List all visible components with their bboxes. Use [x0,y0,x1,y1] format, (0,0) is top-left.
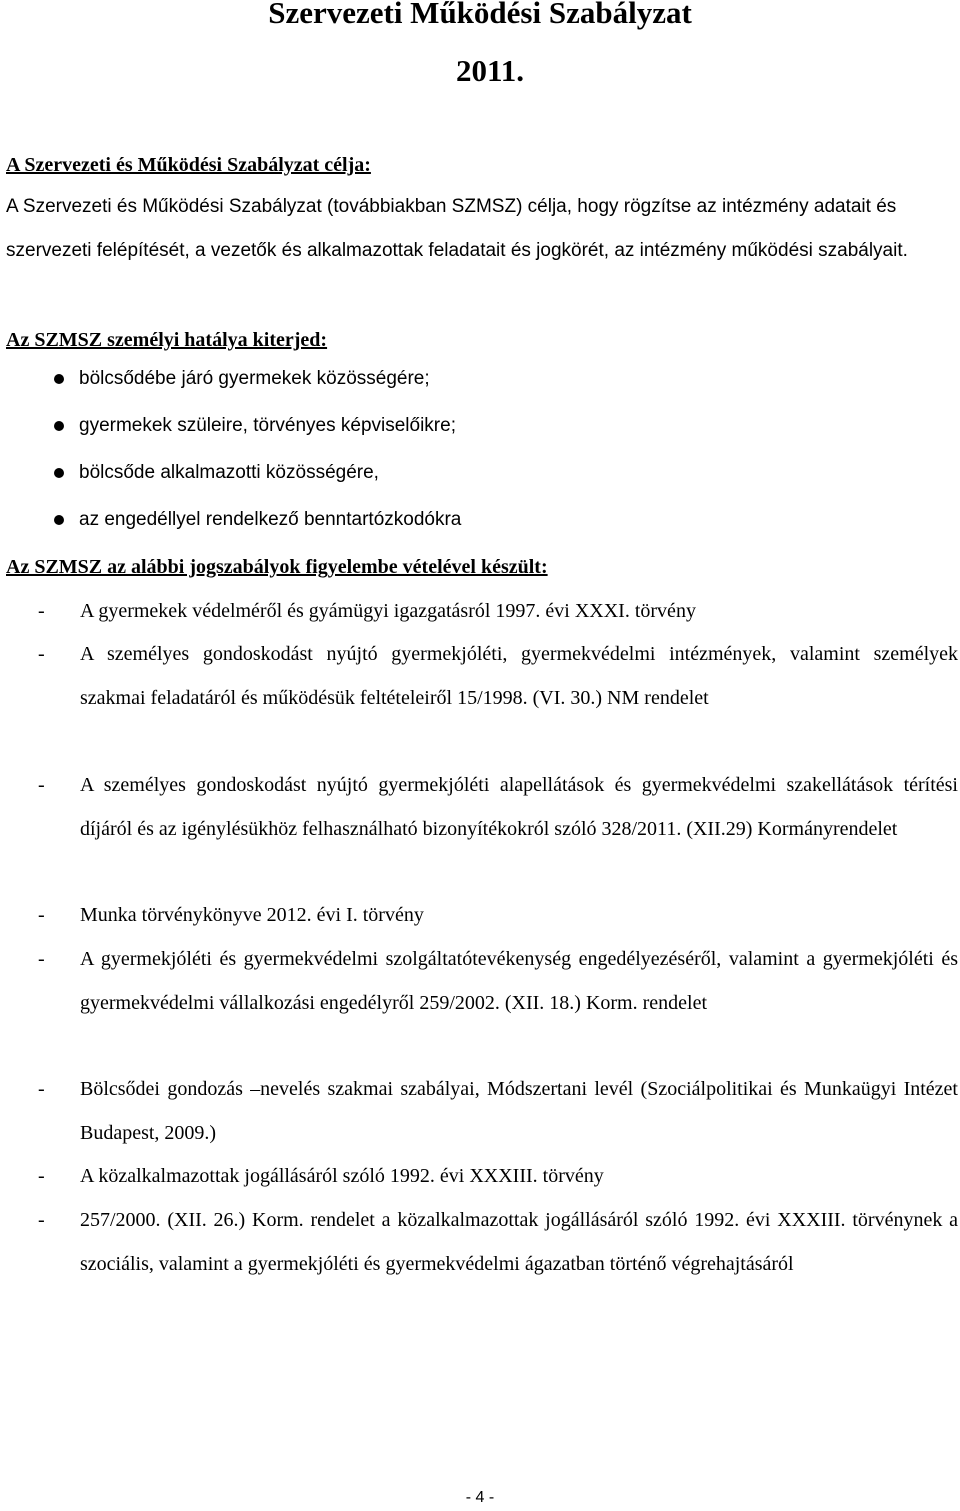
dash-marker: - [38,643,45,665]
document-title: Szervezeti Működési Szabályzat [268,0,692,30]
dash-marker: - [38,1165,45,1187]
document-year: 2011. [455,53,525,88]
purpose-paragraph: A Szervezeti és Működési Szabályzat (továbbiakban SZMSZ) célja, hogy rögzítse az intézmény adatait és szervezeti felépítését, a vezetők és alkalmazottak feladatait és jogkörét, az intézmény működési szabályait. [6,196,908,261]
page-number: - 4 - [465,1489,495,1506]
laws-heading: Az SZMSZ az alábbi jogszabályok figyelembe vételével készült: [6,556,548,578]
law-text: 257/2000. (XII. 26.) Korm. rendelet a közalkalmazottak jogállásáról szóló 1992. évi XXXIII. törvénynek a szociális, valamint a gyermekjóléti és gyermekvédelmi ágazatban történő végrehajtásáról [80,1209,958,1275]
scope-item-text: az engedéllyel rendelkező benntartózkodókra [79,509,462,530]
law-text: A személyes gondoskodást nyújtó gyermekjóléti alapellátások és gyermekvédelmi szakellátások térítési díjáról és az igénylésükhöz felhasználható bizonyítékokról szóló 328/2011. (XII.29) Kormányrendelet [80,774,958,840]
dash-marker: - [38,774,45,796]
law-text: A gyermekjóléti és gyermekvédelmi szolgáltatótevékenység engedélyezéséről, valamint a gyermekjóléti és gyermekvédelmi vállalkozási engedélyről 259/2002. (XII. 18.) Korm. rendelet [80,948,958,1014]
bullet-icon [54,374,64,384]
law-text: A gyermekek védelméről és gyámügyi igazgatásról 1997. évi XXXI. törvény [80,600,696,622]
dash-marker: - [38,948,45,970]
dash-marker: - [38,1209,45,1231]
scope-item-text: gyermekek szüleire, törvényes képviselőikre; [79,415,456,436]
purpose-heading: A Szervezeti és Működési Szabályzat célja: [6,154,371,176]
dash-marker: - [38,1078,45,1100]
law-text: A személyes gondoskodást nyújtó gyermekjóléti, gyermekvédelmi intézmények, valamint személyek szakmai feladatáról és működésük feltételeiről 15/1998. (VI. 30.) NM rendelet [80,643,958,709]
bullet-icon [54,421,64,431]
dash-marker: - [38,600,45,622]
law-text: A közalkalmazottak jogállásáról szóló 1992. évi XXXIII. törvény [80,1165,604,1187]
bullet-icon [54,468,64,478]
scope-item-text: bölcsőde alkalmazotti közösségére, [79,462,379,483]
scope-heading: Az SZMSZ személyi hatálya kiterjed: [6,329,328,351]
dash-marker: - [38,904,45,926]
scope-item-text: bölcsődébe járó gyermekek közösségére; [79,368,430,389]
bullet-icon [54,515,64,525]
law-text: Bölcsődei gondozás –nevelés szakmai szabályai, Módszertani levél (Szociálpolitikai és Munkaügyi Intézet Budapest, 2009.) [80,1078,958,1144]
law-text: Munka törvénykönyve 2012. évi I. törvény [80,904,424,926]
